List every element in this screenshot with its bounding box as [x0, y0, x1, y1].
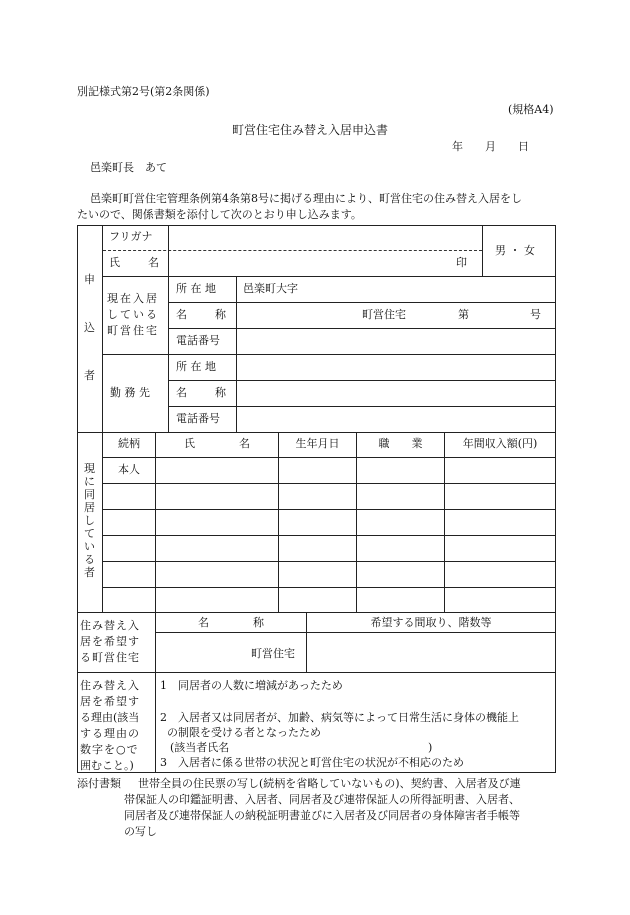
affected-person-label: (該当者氏名 — [170, 741, 230, 754]
work-phone-label: 電話番号 — [176, 412, 220, 425]
attachments-label: 添付書類 — [77, 777, 121, 790]
current-home-line: している — [107, 308, 159, 321]
reason-label-line: 住み替え入 — [80, 679, 140, 692]
desired-label-line: 居を希望す — [80, 635, 140, 648]
size-note: (規格A4) — [508, 103, 554, 116]
reason-item-3[interactable]: 3 入居者に係る世帯の状況と町営住宅の状況が不相応のため — [160, 756, 464, 769]
reason-label-line: る理由(該当 — [80, 711, 140, 724]
household-char: 者 — [84, 566, 95, 579]
housing-unit-label: 号 — [530, 308, 541, 321]
workplace-label: 勤 務 先 — [110, 386, 150, 399]
attachments-line2: 帯保証人の印鑑証明書、入居者、同居者及び連帯保証人の所得証明書、入居者、 — [124, 793, 520, 806]
desired-layout-header: 希望する間取り、階数等 — [370, 616, 492, 629]
housing-prefix: 町営住宅 — [362, 308, 406, 321]
attachments-line3: 同居者及び連帯保証人の納税証明書並びに入居者及び同居者の身体障害者手帳等 — [124, 809, 520, 822]
reason-item-1[interactable]: 1 同居者の人数に増減があったため — [160, 679, 343, 692]
household-char: て — [84, 527, 95, 540]
desired-housing-suffix: 町営住宅 — [251, 647, 295, 660]
desired-label-line: る町営住宅 — [80, 651, 140, 664]
location-value[interactable]: 邑楽町大字 — [243, 282, 298, 295]
household-char: い — [84, 540, 95, 553]
phone-input[interactable] — [240, 331, 552, 351]
page-title: 町営住宅住み替え入居申込書 — [232, 123, 389, 137]
header-income: 年間収入額(円) — [462, 437, 538, 450]
current-home-line: 現在入居 — [107, 292, 159, 305]
household-char: 現 — [84, 462, 95, 475]
date-day: 日 — [518, 140, 529, 153]
applicant-char: 込 — [84, 321, 95, 334]
date-month: 月 — [485, 140, 496, 153]
household-char: 居 — [84, 501, 95, 514]
current-home-line: 町営住宅 — [107, 324, 159, 337]
date-year: 年 — [452, 140, 463, 153]
household-char: し — [84, 514, 95, 527]
household-char: に — [84, 475, 95, 488]
header-occupation: 職 業 — [378, 437, 423, 450]
reason-label-line: 居を希望す — [80, 695, 140, 708]
attachments-line1: 世帯全員の住民票の写し(続柄を省略していないもの)、契約書、入居者及び連 — [138, 777, 521, 790]
housing-name-label: 名 称 — [176, 308, 228, 321]
intro-line2: たいので、関係書類を添付して次のとおり申し込みます。 — [77, 208, 362, 221]
affected-person-close: ) — [428, 741, 433, 754]
work-name-label: 名 称 — [176, 386, 228, 399]
reason-label-line: する理由の — [80, 727, 140, 740]
applicant-char: 者 — [84, 369, 95, 382]
name-label: 氏 名 — [109, 256, 161, 269]
header-relation: 続柄 — [118, 437, 140, 450]
form-number: 別記様式第2号(第2条関係) — [77, 85, 210, 98]
intro-line1: 邑楽町町営住宅管理条例第4条第8号に掲げる理由により、町営住宅の住み替え入居をし — [90, 192, 522, 205]
reason-item-2-cont: の制限を受ける者となったため — [167, 726, 321, 739]
applicant-char: 申 — [84, 273, 95, 286]
location-label: 所 在 地 — [176, 282, 216, 295]
header-birthdate: 生年月日 — [295, 437, 340, 450]
household-char: 同 — [84, 488, 95, 501]
gender-select[interactable]: 男 ・ 女 — [495, 244, 535, 257]
relation-self: 本人 — [118, 463, 140, 476]
name-input[interactable] — [172, 253, 452, 273]
furigana-label: フリガナ — [109, 230, 153, 243]
desired-label-line: 住み替え入 — [80, 619, 140, 632]
phone-label: 電話番号 — [176, 334, 220, 347]
reason-label-line: 囲むこと。) — [80, 759, 134, 772]
work-location-label: 所 在 地 — [176, 360, 216, 373]
reason-item-2[interactable]: 2 入居者又は同居者が、加齢、病気等によって日常生活に身体の機能上 — [160, 711, 519, 724]
household-char: る — [84, 553, 95, 566]
attachments-line4: の写し — [124, 825, 157, 838]
furigana-input[interactable] — [172, 231, 480, 249]
reason-label-line: 数字を○で — [80, 743, 139, 756]
housing-number-label: 第 — [458, 308, 469, 321]
header-name: 氏 名 — [184, 437, 250, 450]
addressee: 邑楽町長 あて — [90, 161, 167, 174]
seal-mark: 印 — [456, 256, 467, 269]
desired-name-header: 名 称 — [198, 616, 264, 629]
